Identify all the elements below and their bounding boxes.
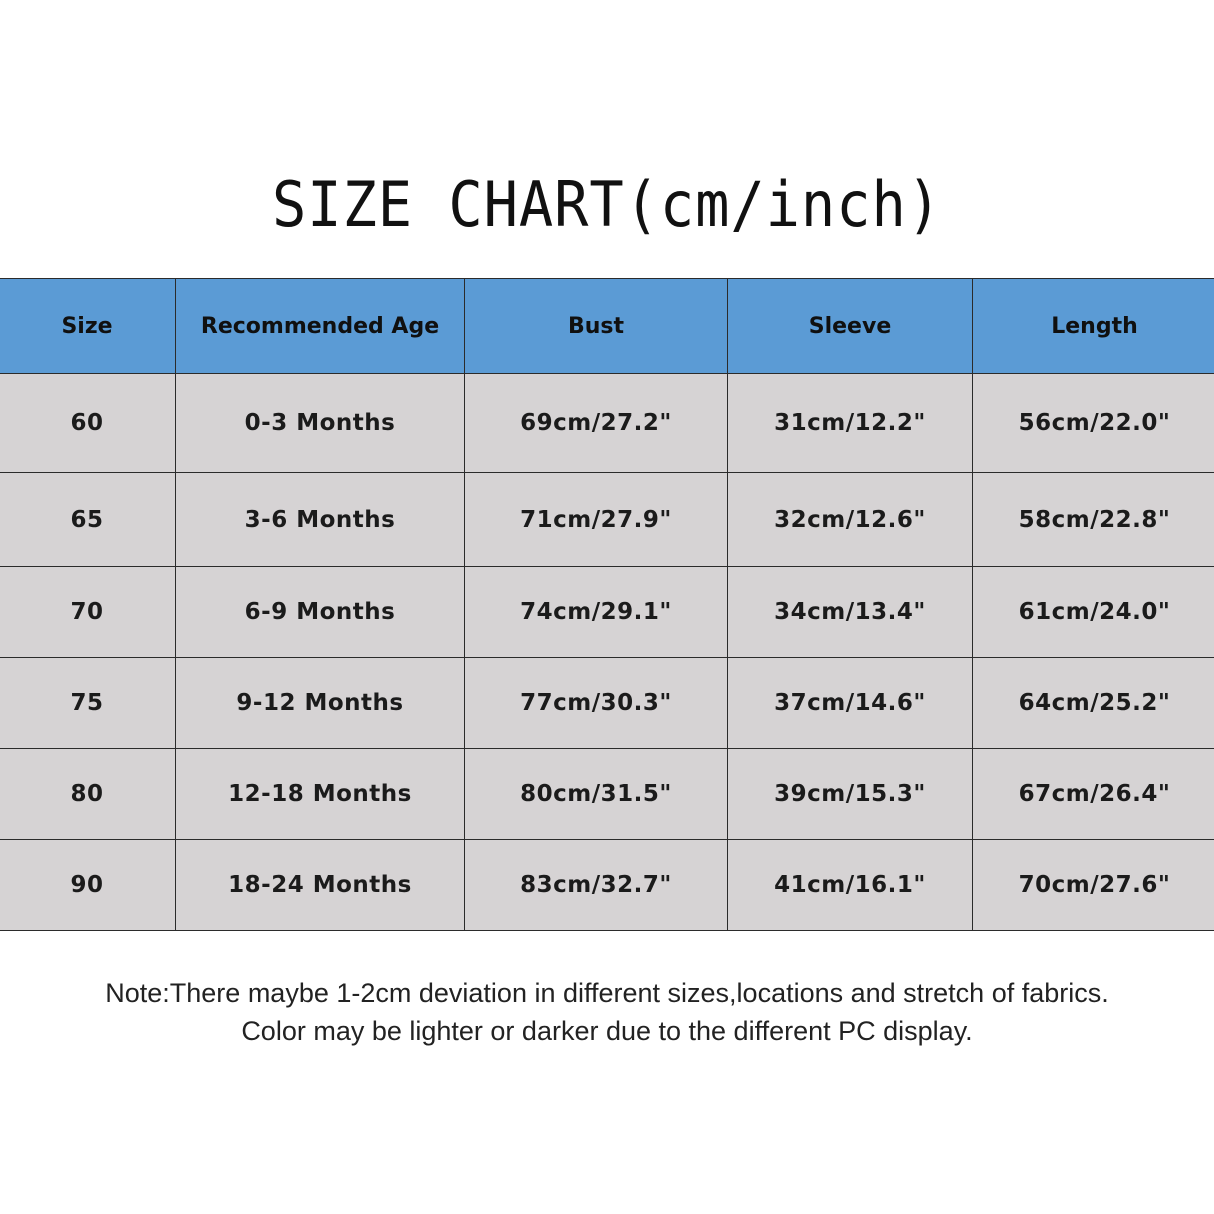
cell-size: 75	[0, 658, 176, 749]
cell-size: 80	[0, 749, 176, 840]
table-row	[0, 567, 1214, 658]
cell-sleeve: 39cm/15.3"	[728, 749, 973, 840]
cell-sleeve: 41cm/16.1"	[728, 840, 973, 931]
cell-bust: 77cm/30.3"	[465, 658, 728, 749]
cell-sleeve: 31cm/12.2"	[728, 374, 973, 473]
table-header-row	[0, 279, 1214, 374]
table-row	[0, 374, 1214, 473]
cell-sleeve: 37cm/14.6"	[728, 658, 973, 749]
header-size: Size	[0, 279, 176, 374]
cell-age: 12-18 Months	[176, 749, 465, 840]
table-row	[0, 749, 1214, 840]
cell-size: 90	[0, 840, 176, 931]
cell-bust: 83cm/32.7"	[465, 840, 728, 931]
cell-bust: 74cm/29.1"	[465, 567, 728, 658]
cell-length: 64cm/25.2"	[973, 658, 1214, 749]
table-row	[0, 658, 1214, 749]
cell-sleeve: 32cm/12.6"	[728, 473, 973, 567]
cell-length: 56cm/22.0"	[973, 374, 1214, 473]
cell-size: 70	[0, 567, 176, 658]
cell-bust: 69cm/27.2"	[465, 374, 728, 473]
cell-age: 9-12 Months	[176, 658, 465, 749]
cell-bust: 80cm/31.5"	[465, 749, 728, 840]
header-sleeve: Sleeve	[728, 279, 973, 374]
table-row	[0, 840, 1214, 931]
header-recommended-age: Recommended Age	[176, 279, 465, 374]
cell-age: 6-9 Months	[176, 567, 465, 658]
deviation-note: Note:There maybe 1-2cm deviation in different sizes,locations and stretch of fabrics.	[105, 978, 1109, 1008]
table-row	[0, 473, 1214, 567]
cell-length: 58cm/22.8"	[973, 473, 1214, 567]
cell-age: 18-24 Months	[176, 840, 465, 931]
cell-bust: 71cm/27.9"	[465, 473, 728, 567]
cell-length: 67cm/26.4"	[973, 749, 1214, 840]
cell-sleeve: 34cm/13.4"	[728, 567, 973, 658]
color-note: Color may be lighter or darker due to the different PC display.	[241, 1016, 973, 1046]
cell-age: 0-3 Months	[176, 374, 465, 473]
cell-age: 3-6 Months	[176, 473, 465, 567]
size-chart-title: SIZE CHART(cm/inch)	[272, 168, 942, 241]
size-chart-table	[0, 278, 1214, 931]
cell-size: 60	[0, 374, 176, 473]
header-length: Length	[973, 279, 1214, 374]
header-bust: Bust	[465, 279, 728, 374]
cell-length: 61cm/24.0"	[973, 567, 1214, 658]
cell-size: 65	[0, 473, 176, 567]
cell-length: 70cm/27.6"	[973, 840, 1214, 931]
